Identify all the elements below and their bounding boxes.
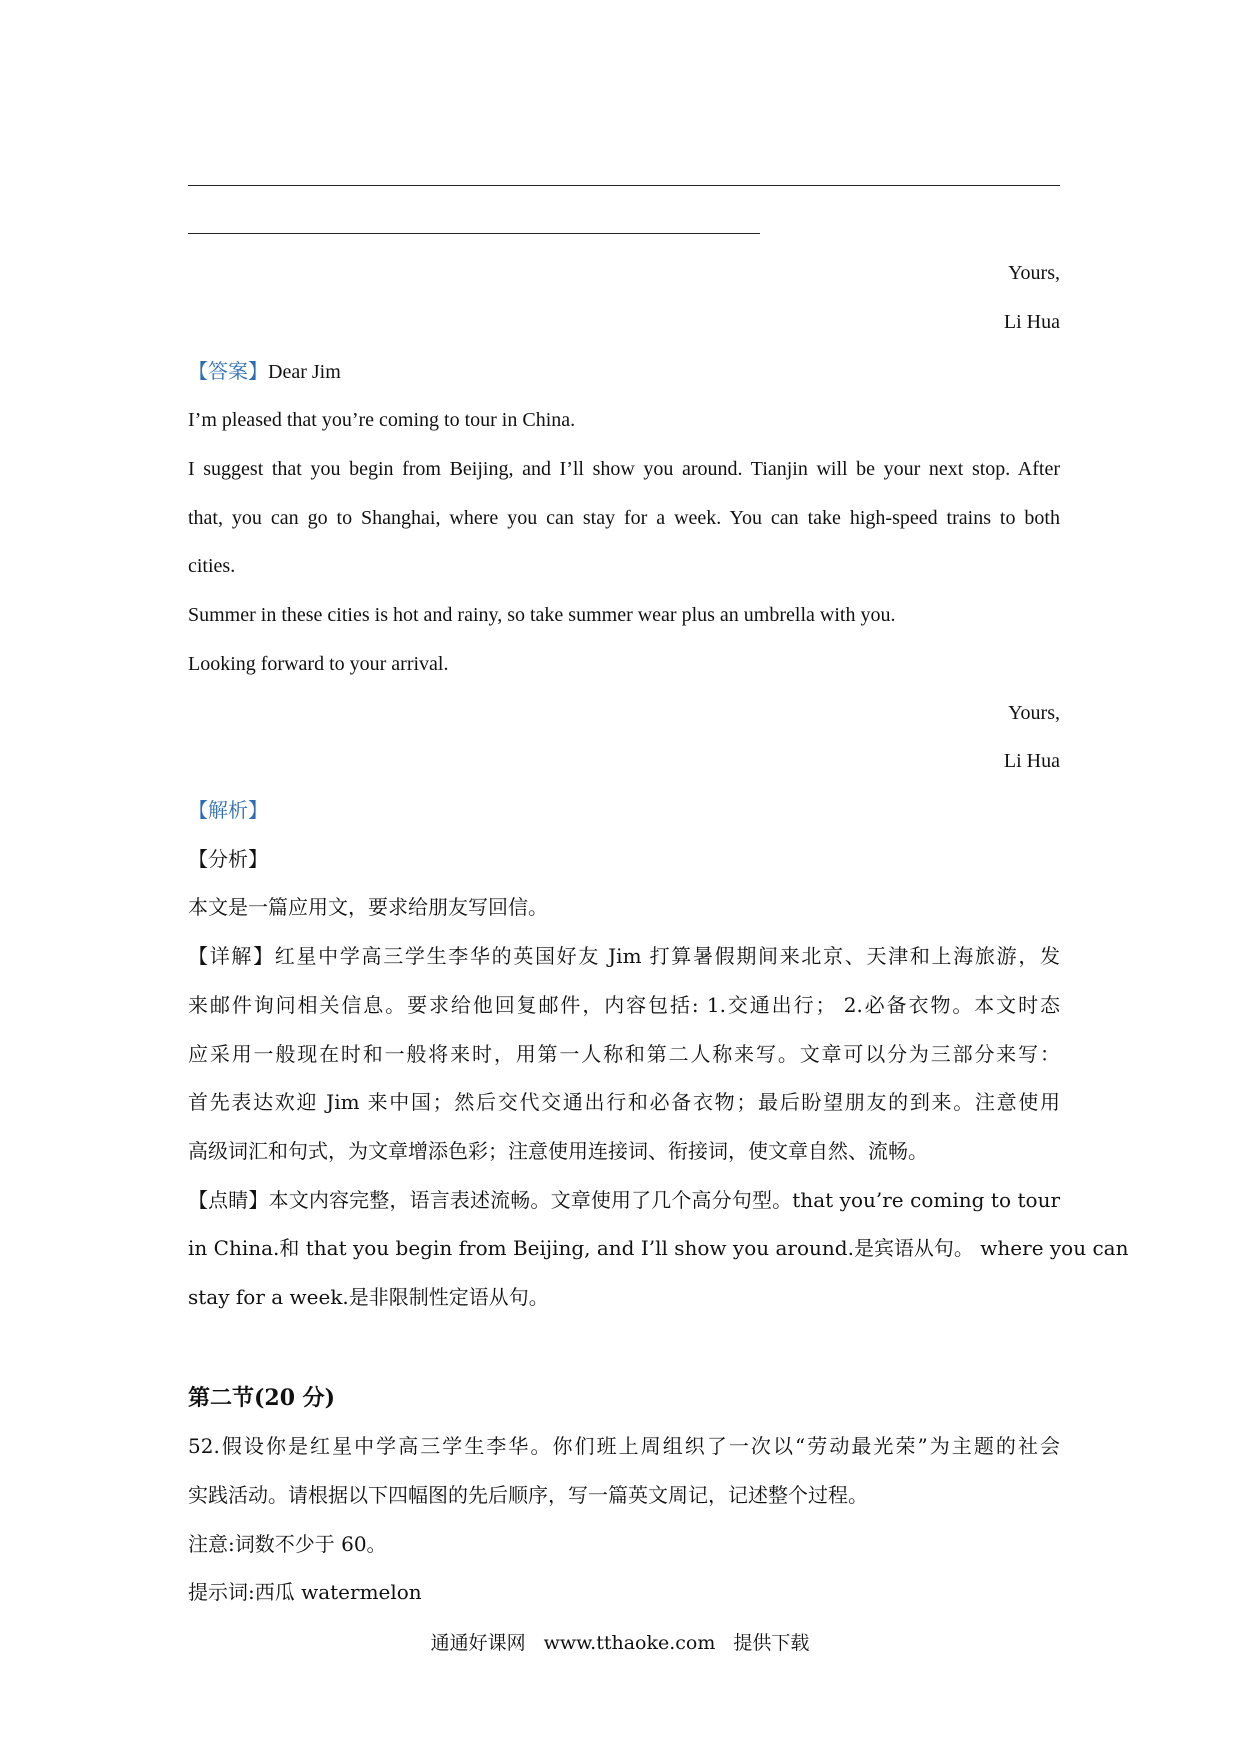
answer-p2-line-1: I suggest that you begin from Beijing, and I’ll show you around. Tianjin will be your next stop. After xyxy=(188,458,1060,480)
xiangjie-line-3: 应采用一般现在时和一般将来时，用第一人称和第二人称来写。文章可以分为三部分来写： xyxy=(188,1042,1060,1066)
answer-p3: Summer in these cities is hot and rainy, so take summer wear plus an umbrella with you. xyxy=(188,604,896,626)
xiangjie-text: 红星中学高三学生李华的英国好友 Jim 打算暑假期间来北京、天津和上海旅游，发 xyxy=(274,944,1061,968)
answer-salutation-line xyxy=(188,357,1060,386)
answer-p1: I’m pleased that you’re coming to tour in China. xyxy=(188,409,576,431)
fenxi-text: 本文是一篇应用文，要求给朋友写回信。 xyxy=(188,895,548,919)
footer-download: 提供下载 xyxy=(733,1632,810,1654)
dianjing-line-1 xyxy=(188,1186,1060,1214)
xiangjie-line-5: 高级词汇和句式，为文章增添色彩；注意使用连接词、衔接词，使文章自然、流畅。 xyxy=(188,1139,928,1163)
dianjing-line-3: stay for a week.是非限制性定语从句。 xyxy=(188,1285,549,1309)
answer-line-2 xyxy=(188,233,760,234)
answer-p2-line-2: that, you can go to Shanghai, where you can stay for a week. You can take high-speed trains to both xyxy=(188,507,1060,529)
dianjing-text: 本文内容完整，语言表述流畅。文章使用了几个高分句型。that you’re coming to tour xyxy=(268,1188,1061,1212)
answer-p4: Looking forward to your arrival. xyxy=(188,653,449,675)
answer-p2-line-3: cities. xyxy=(188,555,236,577)
analysis-tag: 【解析】 xyxy=(188,798,268,822)
question-note: 注意:词数不少于 60。 xyxy=(188,1532,387,1556)
closing: Yours, xyxy=(1008,702,1060,724)
answer-line-1 xyxy=(188,185,1060,186)
footer-url[interactable]: www.tthaoke.com xyxy=(543,1632,716,1654)
dianjing-tag: 【点睛】 xyxy=(188,1188,269,1212)
closing-top: Yours, xyxy=(1008,262,1060,284)
xiangjie-tag: 【详解】 xyxy=(188,944,275,968)
question-line-1: 52.假设你是红星中学高三学生李华。你们班上周组织了一次以“劳动最光荣”为主题的社会 xyxy=(188,1434,1060,1458)
section-heading: 第二节(20 分) xyxy=(188,1385,336,1411)
xiangjie-line-1 xyxy=(188,942,1060,970)
xiangjie-line-4: 首先表达欢迎 Jim 来中国；然后交代交通出行和必备衣物；最后盼望朋友的到来。注意使用 xyxy=(188,1090,1060,1114)
fenxi-tag: 【分析】 xyxy=(188,847,268,871)
question-line-2: 实践活动。请根据以下四幅图的先后顺序，写一篇英文周记，记述整个过程。 xyxy=(188,1483,868,1507)
name-top: Li Hua xyxy=(1003,311,1060,333)
dianjing-line-2: in China.和 that you begin from Beijing, and I’ll show you around.是宾语从句。 where you can xyxy=(188,1236,1129,1260)
xiangjie-line-2: 来邮件询问相关信息。要求给他回复邮件，内容包括: 1.交通出行； 2.必备衣物。本文时态 xyxy=(188,993,1060,1017)
name: Li Hua xyxy=(1003,750,1060,772)
question-hint: 提示词:西瓜 watermelon xyxy=(188,1580,422,1604)
salutation: Dear Jim xyxy=(268,361,341,383)
page-footer xyxy=(0,1630,1240,1656)
footer-site-name: 通通好课网 xyxy=(430,1632,526,1654)
answer-tag: 【答案】 xyxy=(188,359,268,383)
